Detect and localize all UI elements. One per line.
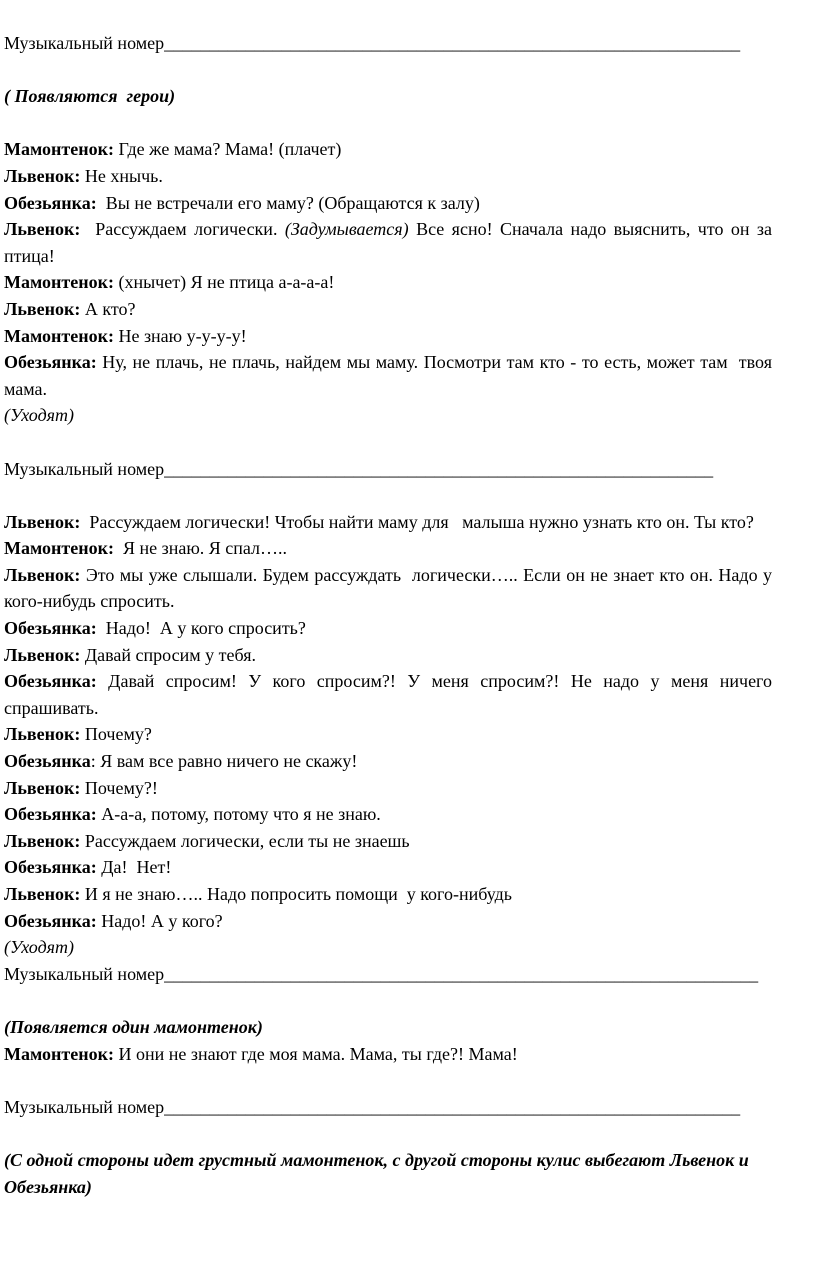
music-number-label: Музыкальный номер <box>4 963 165 984</box>
dialogue-text: Не знаю у-у-у-у! <box>113 325 247 346</box>
speaker-name: Львенок: <box>4 830 81 851</box>
speaker-name: Обезьянка <box>4 751 91 772</box>
music-number-blank: _____________________________________________________________ <box>164 458 714 479</box>
dialogue-line <box>4 642 772 669</box>
stage-direction-text: (Уходят) <box>4 937 75 958</box>
dialogue-text: Рассуждаем логически, если ты не знаешь <box>80 830 410 851</box>
dialogue-line <box>4 349 772 402</box>
script-body <box>4 30 772 1200</box>
stage-direction-heroes-appear <box>4 83 772 110</box>
speaker-name: Обезьянка: <box>4 192 97 213</box>
speaker-name: Обезьянка: <box>4 910 97 931</box>
stage-direction-text: (Уходят) <box>4 405 75 426</box>
speaker-name: Львенок: <box>4 644 81 665</box>
dialogue-line <box>4 1041 772 1068</box>
speaker-name: Обезьянка: <box>4 857 97 878</box>
stage-direction-text: (Появляется один мамонтенок) <box>4 1016 263 1037</box>
speaker-name: Мамонтенок: <box>4 1043 114 1064</box>
speaker-name: Львенок: <box>4 564 81 585</box>
stage-direction-text: (С одной стороны идет грустный мамонтенок, с другой стороны кулис выбегают Львенок и Обезьянка) <box>4 1149 749 1197</box>
stage-direction-exit <box>4 934 772 961</box>
music-number-line-1 <box>4 30 772 57</box>
music-number-line-4 <box>4 1094 772 1121</box>
dialogue-line <box>4 908 772 935</box>
stage-direction-exit <box>4 402 772 429</box>
music-number-label: Музыкальный номер <box>4 458 165 479</box>
dialogue-line <box>4 801 772 828</box>
dialogue-text: Вы не встречали его маму? (Обращаются к залу) <box>96 192 480 213</box>
music-number-blank: __________________________________________________________________ <box>164 963 759 984</box>
dialogue-line <box>4 562 772 615</box>
dialogue-text: Давай спросим у тебя. <box>80 644 256 665</box>
dialogue-line <box>4 269 772 296</box>
dialogue-line <box>4 296 772 323</box>
music-number-line-2 <box>4 456 772 483</box>
speaker-name: Обезьянка: <box>4 804 97 825</box>
speaker-name: Мамонтенок: <box>4 325 114 346</box>
music-number-blank: ________________________________________________________________ <box>164 33 741 53</box>
dialogue-text: Почему? <box>80 724 152 745</box>
speaker-name: Львенок: <box>4 724 81 745</box>
blank-line <box>4 110 772 137</box>
dialogue-text: (хнычет) Я не птица а-а-а-а! <box>113 272 335 293</box>
dialogue-text: Почему?! <box>80 777 158 798</box>
dialogue-line <box>4 668 772 721</box>
dialogue-text: А-а-а, потому, потому что я не знаю. <box>96 804 381 825</box>
speaker-name: Мамонтенок: <box>4 538 114 559</box>
music-number-line-3 <box>4 961 772 988</box>
speaker-name: Львенок: <box>4 777 81 798</box>
blank-line <box>4 429 772 456</box>
speaker-name: Обезьянка: <box>4 352 97 373</box>
dialogue-line <box>4 535 772 562</box>
dialogue-line <box>4 615 772 642</box>
dialogue-text: Где же мама? Мама! (плачет) <box>113 139 342 160</box>
dialogue-line <box>4 216 772 269</box>
dialogue-text: Я не знаю. Я спал….. <box>113 538 288 559</box>
blank-line <box>4 1120 772 1147</box>
stage-direction-final <box>4 1147 772 1200</box>
dialogue-line <box>4 775 772 802</box>
dialogue-line <box>4 721 772 748</box>
blank-line <box>4 987 772 1014</box>
stage-direction-text: ( Появляются герои) <box>4 86 176 107</box>
dialogue-text: Это мы уже слышали. Будем рассуждать логически….. Если он не знает кто он. Надо у кого-нибудь спросить. <box>4 564 772 612</box>
dialogue-text: Надо! А у кого спросить? <box>96 618 306 639</box>
stage-direction-mammoth-appears <box>4 1014 772 1041</box>
stage-direction-inline: (Задумывается) <box>284 219 409 240</box>
blank-line <box>4 1067 772 1094</box>
music-number-label: Музыкальный номер <box>4 1096 165 1117</box>
dialogue-text: И я не знаю….. Надо попросить помощи у кого-нибудь <box>80 884 512 904</box>
dialogue-line <box>4 190 772 217</box>
dialogue-text: Все ясно! Сначала надо выяснить, что он за птица! <box>4 219 773 266</box>
music-number-label: Музыкальный номер <box>4 33 165 53</box>
blank-line <box>4 57 772 84</box>
dialogue-text: Рассуждаем логически! Чтобы найти маму для малыша нужно узнать кто он. Ты кто? <box>80 511 754 532</box>
dialogue-text: Ну, не плачь, не плачь, найдем мы маму. Посмотри там кто - то есть, может там твоя мама. <box>4 352 772 399</box>
dialogue-line <box>4 509 772 536</box>
speaker-name: Львенок: <box>4 511 81 532</box>
dialogue-text: Да! Нет! <box>96 857 172 878</box>
speaker-name: Львенок: <box>4 884 81 904</box>
blank-line <box>4 482 772 509</box>
dialogue-text: Давай спросим! У кого спросим?! У меня спросим?! Не надо у меня ничего спрашивать. <box>4 671 772 718</box>
speaker-name: Обезьянка: <box>4 618 97 639</box>
music-number-blank: ________________________________________________________________ <box>164 1096 741 1117</box>
dialogue-line <box>4 748 772 775</box>
dialogue-text: Надо! А у кого? <box>96 910 223 931</box>
dialogue-text: А кто? <box>80 298 136 319</box>
dialogue-line <box>4 136 772 163</box>
dialogue-line <box>4 881 772 908</box>
speaker-name: Мамонтенок: <box>4 139 114 160</box>
dialogue-text: И они не знают где моя мама. Мама, ты где?! Мама! <box>113 1043 518 1064</box>
dialogue-line <box>4 163 772 190</box>
speaker-name: Львенок: <box>4 165 81 186</box>
speaker-name: Львенок: <box>4 298 81 319</box>
dialogue-line <box>4 323 772 350</box>
speaker-name: Обезьянка: <box>4 671 97 692</box>
dialogue-line <box>4 854 772 881</box>
dialogue-line <box>4 828 772 855</box>
dialogue-text: Не хнычь. <box>80 165 163 186</box>
dialogue-text: : Я вам все равно ничего не скажу! <box>90 751 358 772</box>
dialogue-text: Рассуждаем логически. <box>80 219 285 240</box>
speaker-name: Львенок: <box>4 219 81 240</box>
speaker-name: Мамонтенок: <box>4 272 114 293</box>
